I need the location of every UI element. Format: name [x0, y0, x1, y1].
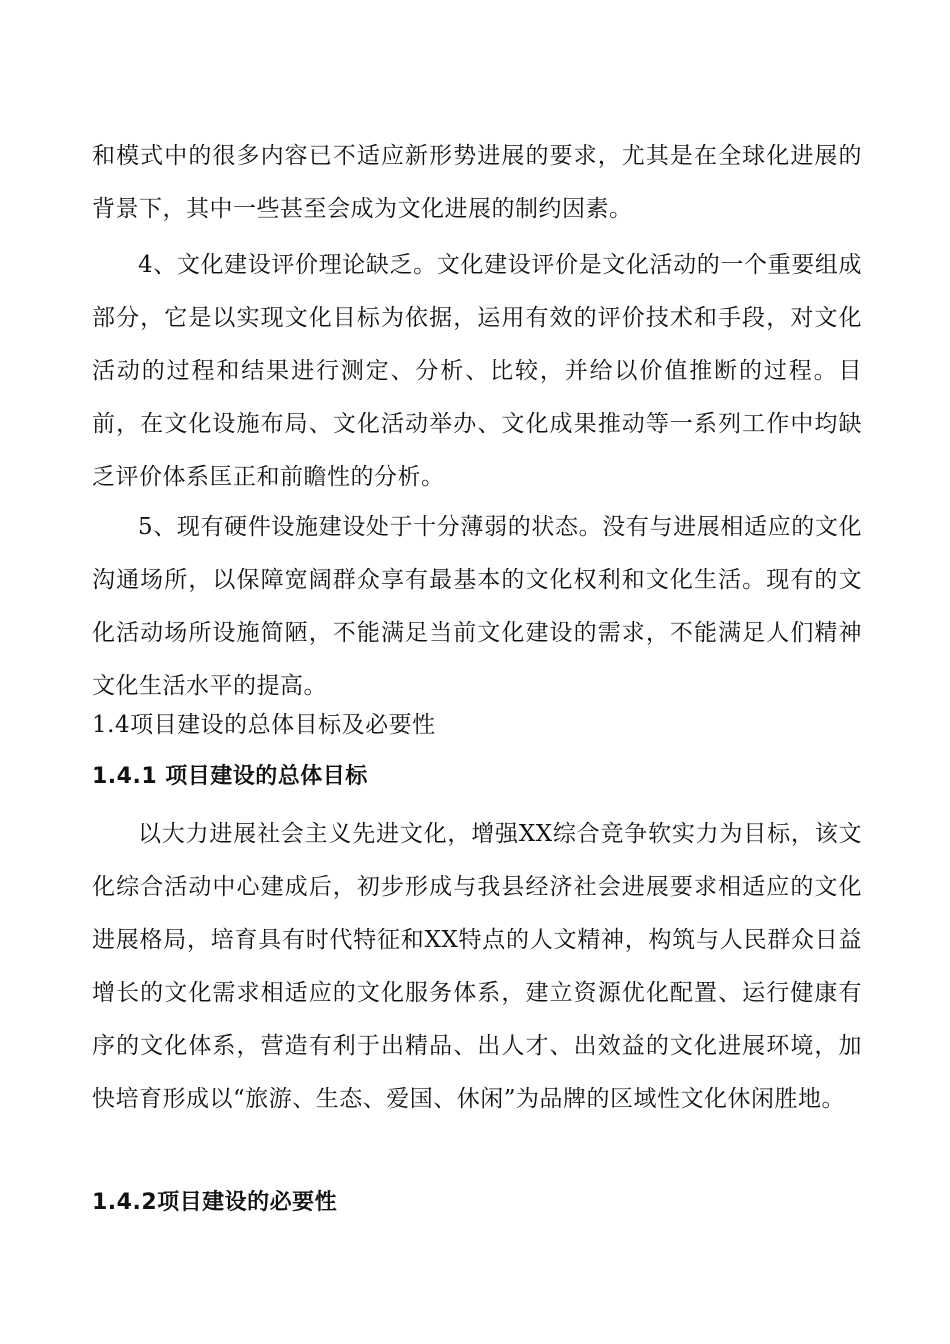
item-4-paragraph: 4、文化建设评价理论缺乏。文化建设评价是文化活动的一个重要组成部分，它是以实现文化目标为依据，运用有效的评价技术和手段，对文化活动的过程和结果进行测定、分析、比较，并给以价值推断的过程。目前，在文化设施布局、文化活动举办、文化成果推动等一系列工作中均缺乏评价体系匡正和前瞻性的分析。	[92, 252, 862, 490]
item-5-paragraph: 5、现有硬件设施建设处于十分薄弱的状态。没有与进展相适应的文化沟通场所，以保障宽阔群众享有最基本的文化权利和文化生活。现有的文化活动场所设施简陋，不能满足当前文化建设的需求，不能满足人们精神文化生活水平的提高。	[92, 514, 862, 699]
continuation-paragraph: 和模式中的很多内容已不适应新形势进展的要求，尤其是在全球化进展的背景下，其中一些甚至会成为文化进展的制约因素。	[92, 143, 862, 222]
section-1-4-1-heading: 1.4.1 项目建设的总体目标	[92, 764, 368, 789]
section-1-4-heading: 1.4项目建设的总体目标及必要性	[92, 712, 436, 738]
overall-goal-paragraph: 以大力进展社会主义先进文化，增强XX综合竞争软实力为目标，该文化综合活动中心建成后，初步形成与我县经济社会进展要求相适应的文化进展格局，培育具有时代特征和XX特点的人文精神，构筑与人民群众日益增长的文化需求相适应的文化服务体系，建立资源优化配置、运行健康有序的文化体系，营造有利于出精品、出人才、出效益的文化进展环境，加快培育形成以“旅游、生态、爱国、休闲”为品牌的区域性文化休闲胜地。	[92, 821, 862, 1112]
section-1-4-2-heading: 1.4.2项目建设的必要性	[92, 1190, 338, 1215]
